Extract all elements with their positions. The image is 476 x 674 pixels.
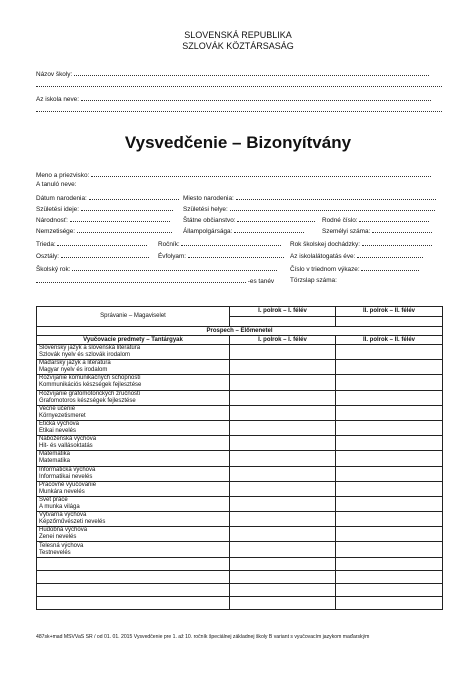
subject-name-hu: Képzőművészeti nevelés (39, 519, 106, 526)
behavior-half1-cell[interactable] (230, 317, 336, 327)
subject-name-sk: Telesná výchova (39, 542, 84, 549)
school-name-hu-row (36, 95, 442, 104)
class-hu-label: Osztály: (36, 253, 60, 260)
empty-grade-cell[interactable] (230, 583, 336, 596)
subject-name-sk: Rozvíjanie komunikačných schopností (39, 375, 141, 382)
subject-name-cell (37, 542, 230, 557)
subject-name-sk: Náboženská výchova (39, 436, 97, 443)
progress-header-row (37, 327, 443, 336)
grade-half1-cell[interactable] (230, 496, 336, 511)
empty-subject-cell[interactable] (37, 596, 230, 609)
attendance-year-hu-row (290, 252, 442, 261)
subject-name-sk: Pracovné vyučovanie (39, 481, 97, 488)
birth-place-hu-label: Születési helye: (183, 206, 228, 213)
subject-name-hu: Matematika (39, 458, 71, 465)
subject-name-cell (37, 481, 230, 496)
birth-place-row (183, 194, 442, 203)
birth-place-hu-row (183, 205, 442, 214)
subject-name-sk: Etická výchova (39, 421, 80, 428)
grade-half1-cell[interactable] (230, 390, 336, 405)
half1-header: I. polrok – I. félév (230, 307, 336, 317)
empty-subject-row (37, 557, 443, 570)
half2-header: II. polrok – II. félév (336, 307, 443, 317)
grade-half2-cell[interactable] (336, 527, 443, 542)
subject-name-sk: Rozvíjanie grafomotorických zručností (39, 390, 141, 397)
subject-name-sk: Slovenský jazyk a slovenská literatúra (39, 345, 141, 352)
header-country-hu: SZLOVÁK KÖZTÁRSASÁG (182, 41, 294, 51)
personal-id-hu-row (322, 227, 442, 236)
subject-name-sk: Informatická výchova (39, 466, 96, 473)
school-year-row (36, 265, 288, 274)
empty-grade-cell[interactable] (336, 596, 443, 609)
school-name-row (36, 70, 442, 79)
grade-half2-cell[interactable] (336, 360, 443, 375)
empty-grade-cell[interactable] (230, 570, 336, 583)
register-no-hu-label: Törzslap száma: (290, 277, 337, 284)
grade-half2-cell[interactable] (336, 405, 443, 420)
class-field[interactable] (57, 240, 147, 246)
subject-name-cell (37, 345, 230, 360)
grade-half1-cell[interactable] (230, 542, 336, 557)
subjects-half2-header: II. polrok – II. félév (336, 336, 443, 345)
birth-number-label: Rodné číslo: (322, 217, 358, 224)
header-country-sk: SLOVENSKÁ REPUBLIKA (184, 30, 292, 40)
register-no-hu-row (290, 277, 442, 285)
empty-grade-cell[interactable] (336, 570, 443, 583)
birth-date-field[interactable] (89, 194, 179, 200)
year-field[interactable] (181, 240, 281, 246)
empty-grade-cell[interactable] (336, 583, 443, 596)
subjects-header: Vyučovacie predmety – Tantárgyak (37, 336, 230, 345)
register-no-row (290, 265, 442, 274)
birth-place-hu-field[interactable] (230, 205, 435, 211)
nationality-hu-label: Nemzetisége: (36, 228, 76, 235)
subject-row (37, 390, 443, 405)
subject-row (37, 466, 443, 481)
empty-subject-row (37, 570, 443, 583)
subject-name-sk: Hudobná výchova (39, 527, 88, 534)
year-hu-label: Évfolyam: (158, 253, 187, 260)
citizenship-field[interactable] (237, 216, 315, 222)
subjects-half1-header: I. polrok – I. félév (230, 336, 336, 345)
subject-name-cell (37, 405, 230, 420)
register-no-label: Číslo v triednom výkaze: (290, 266, 360, 273)
grade-half1-cell[interactable] (230, 375, 336, 390)
citizenship-label: Štátne občianstvo: (183, 217, 236, 224)
birth-date-hu-row (36, 205, 186, 214)
subject-name-hu: Környezetismeret (39, 412, 86, 419)
grade-half1-cell[interactable] (230, 527, 336, 542)
grade-half2-cell[interactable] (336, 451, 443, 466)
empty-subject-cell[interactable] (37, 570, 230, 583)
school-year-field[interactable] (72, 265, 277, 271)
nationality-field[interactable] (70, 216, 170, 222)
school-year-label: Školský rok: (36, 266, 71, 273)
subjects-header-row (37, 336, 443, 345)
nationality-hu-row (36, 227, 181, 236)
document-footer: 487sk+mad MŠVVaŠ SR / od 01. 01. 2015 Vysvedčenie pre 1. až 10. ročník špeciálnej základnej školy B variant s vyučovacím jazykom maďarským (36, 634, 370, 640)
grades-table (36, 306, 443, 610)
birth-place-field[interactable] (236, 194, 436, 200)
grade-half2-cell[interactable] (336, 375, 443, 390)
class-label: Trieda: (36, 241, 56, 248)
attendance-year-label: Rok školskej dochádzky: (290, 241, 360, 248)
subject-name-cell (37, 496, 230, 511)
subject-name-hu: Grafomotoros készségek fejlesztése (39, 397, 136, 404)
subject-row (37, 542, 443, 557)
attendance-year-field[interactable] (362, 240, 432, 246)
subject-row (37, 345, 443, 360)
subject-name-hu: Informatikai nevelés (39, 473, 93, 480)
subject-name-hu: Munkára nevelés (39, 488, 85, 495)
birth-date-hu-label: Születési ideje: (36, 206, 79, 213)
subject-row (37, 420, 443, 435)
birth-date-row (36, 194, 186, 203)
empty-subject-row (37, 583, 443, 596)
table-header-row (37, 307, 443, 317)
subject-name-cell (37, 390, 230, 405)
document-header (0, 30, 476, 52)
subject-name-cell (37, 527, 230, 542)
grade-half1-cell[interactable] (230, 481, 336, 496)
school-year-hu-row (36, 277, 288, 286)
subject-name-hu: A munka világa (39, 503, 80, 510)
empty-subject-cell[interactable] (37, 583, 230, 596)
empty-subject-row (37, 596, 443, 609)
citizenship-hu-field[interactable] (234, 227, 304, 233)
school-name-field[interactable] (74, 70, 429, 76)
nationality-row (36, 216, 181, 225)
grade-half2-cell[interactable] (336, 345, 443, 360)
empty-subject-cell[interactable] (37, 557, 230, 570)
empty-grade-cell[interactable] (230, 596, 336, 609)
subject-name-hu: Testnevelés (39, 549, 71, 556)
subject-row (37, 405, 443, 420)
birth-number-field[interactable] (359, 216, 429, 222)
grade-half2-cell[interactable] (336, 436, 443, 451)
citizenship-hu-label: Állampolgársága: (183, 228, 233, 235)
citizenship-row (183, 216, 320, 225)
subject-name-sk: Svet práce (39, 496, 68, 503)
grade-half1-cell[interactable] (230, 405, 336, 420)
subject-row (37, 451, 443, 466)
subject-name-cell (37, 466, 230, 481)
subject-name-cell (37, 420, 230, 435)
subject-name-cell (37, 375, 230, 390)
subject-row (37, 436, 443, 451)
subject-row (37, 496, 443, 511)
grade-half2-cell[interactable] (336, 390, 443, 405)
attendance-year-hu-field[interactable] (357, 252, 423, 258)
subject-row (37, 512, 443, 527)
attendance-year-row (290, 240, 442, 249)
school-name-hu-label: Az iskola neve: (36, 96, 79, 103)
subject-name-hu: Hit- és vallásoktatás (39, 443, 93, 450)
document-title: Vysvedčenie – Bizonyítvány (124, 133, 352, 152)
grade-half2-cell[interactable] (336, 420, 443, 435)
attendance-year-hu-label: Az iskolalátogatás éve: (290, 253, 356, 260)
student-name-hu-label: A tanuló neve: (36, 181, 77, 188)
subject-row (37, 527, 443, 542)
grade-half1-cell[interactable] (230, 451, 336, 466)
behavior-header: Správanie – Magaviselet (37, 307, 230, 327)
grade-half1-cell[interactable] (230, 345, 336, 360)
empty-grade-cell[interactable] (336, 557, 443, 570)
grade-half1-cell[interactable] (230, 512, 336, 527)
subject-row (37, 481, 443, 496)
grade-half2-cell[interactable] (336, 512, 443, 527)
student-name-label: Meno a priezvisko: (36, 172, 90, 179)
personal-id-hu-label: Személyi száma: (322, 228, 371, 235)
subject-name-sk: Výtvarná výchova (39, 512, 87, 519)
nationality-label: Národnosť: (36, 217, 68, 224)
subject-name-cell (37, 436, 230, 451)
progress-header: Prospech – Előmenetel (37, 327, 443, 336)
subject-name-cell (37, 451, 230, 466)
subject-name-hu: Szlovák nyelv és szlovák irodalom (39, 352, 131, 359)
class-row (36, 240, 156, 249)
grade-half1-cell[interactable] (230, 420, 336, 435)
behavior-half2-cell[interactable] (336, 317, 443, 327)
class-hu-field[interactable] (61, 252, 149, 258)
school-name-label: Názov školy: (36, 71, 73, 78)
birth-date-label: Dátum narodenia: (36, 195, 87, 202)
personal-id-hu-field[interactable] (372, 227, 432, 233)
subject-name-sk: Maďarský jazyk a literatúra (39, 360, 111, 367)
student-name-row (36, 171, 442, 180)
birth-date-hu-field[interactable] (81, 205, 173, 211)
school-year-hu-suffix: -es tanév (247, 278, 275, 285)
citizenship-hu-row (183, 227, 320, 236)
register-no-field[interactable] (361, 265, 419, 271)
subject-name-hu: Kommunikációs készségek fejlesztése (39, 382, 142, 389)
year-hu-row (158, 252, 288, 261)
empty-grade-cell[interactable] (230, 557, 336, 570)
grade-half2-cell[interactable] (336, 466, 443, 481)
school-name-hu-field[interactable] (81, 95, 431, 101)
subject-name-sk: Vecné učenie (39, 405, 76, 412)
year-label: Ročník: (158, 241, 180, 248)
subject-name-sk: Matematika (39, 451, 71, 458)
year-row (158, 240, 288, 249)
subject-name-hu: Zenei nevelés (39, 534, 77, 541)
grade-half1-cell[interactable] (230, 436, 336, 451)
grade-half2-cell[interactable] (336, 481, 443, 496)
grade-half1-cell[interactable] (230, 360, 336, 375)
year-hu-field[interactable] (188, 252, 284, 258)
student-name-field[interactable] (91, 171, 431, 177)
school-name-line-2[interactable] (36, 86, 442, 87)
subject-name-hu: Etikai nevelés (39, 428, 77, 435)
birth-number-row (322, 216, 442, 225)
grade-half2-cell[interactable] (336, 542, 443, 557)
subject-row (37, 360, 443, 375)
grade-half1-cell[interactable] (230, 466, 336, 481)
subject-name-cell (37, 360, 230, 375)
subject-name-hu: Magyar nyelv és irodalom (39, 367, 108, 374)
subject-row (37, 375, 443, 390)
grade-half2-cell[interactable] (336, 496, 443, 511)
nationality-hu-field[interactable] (77, 227, 172, 233)
school-name-hu-line-2[interactable] (36, 111, 442, 112)
school-year-hu-field[interactable] (36, 277, 246, 283)
subject-name-cell (37, 512, 230, 527)
birth-place-label: Miesto narodenia: (183, 195, 234, 202)
class-hu-row (36, 252, 156, 261)
